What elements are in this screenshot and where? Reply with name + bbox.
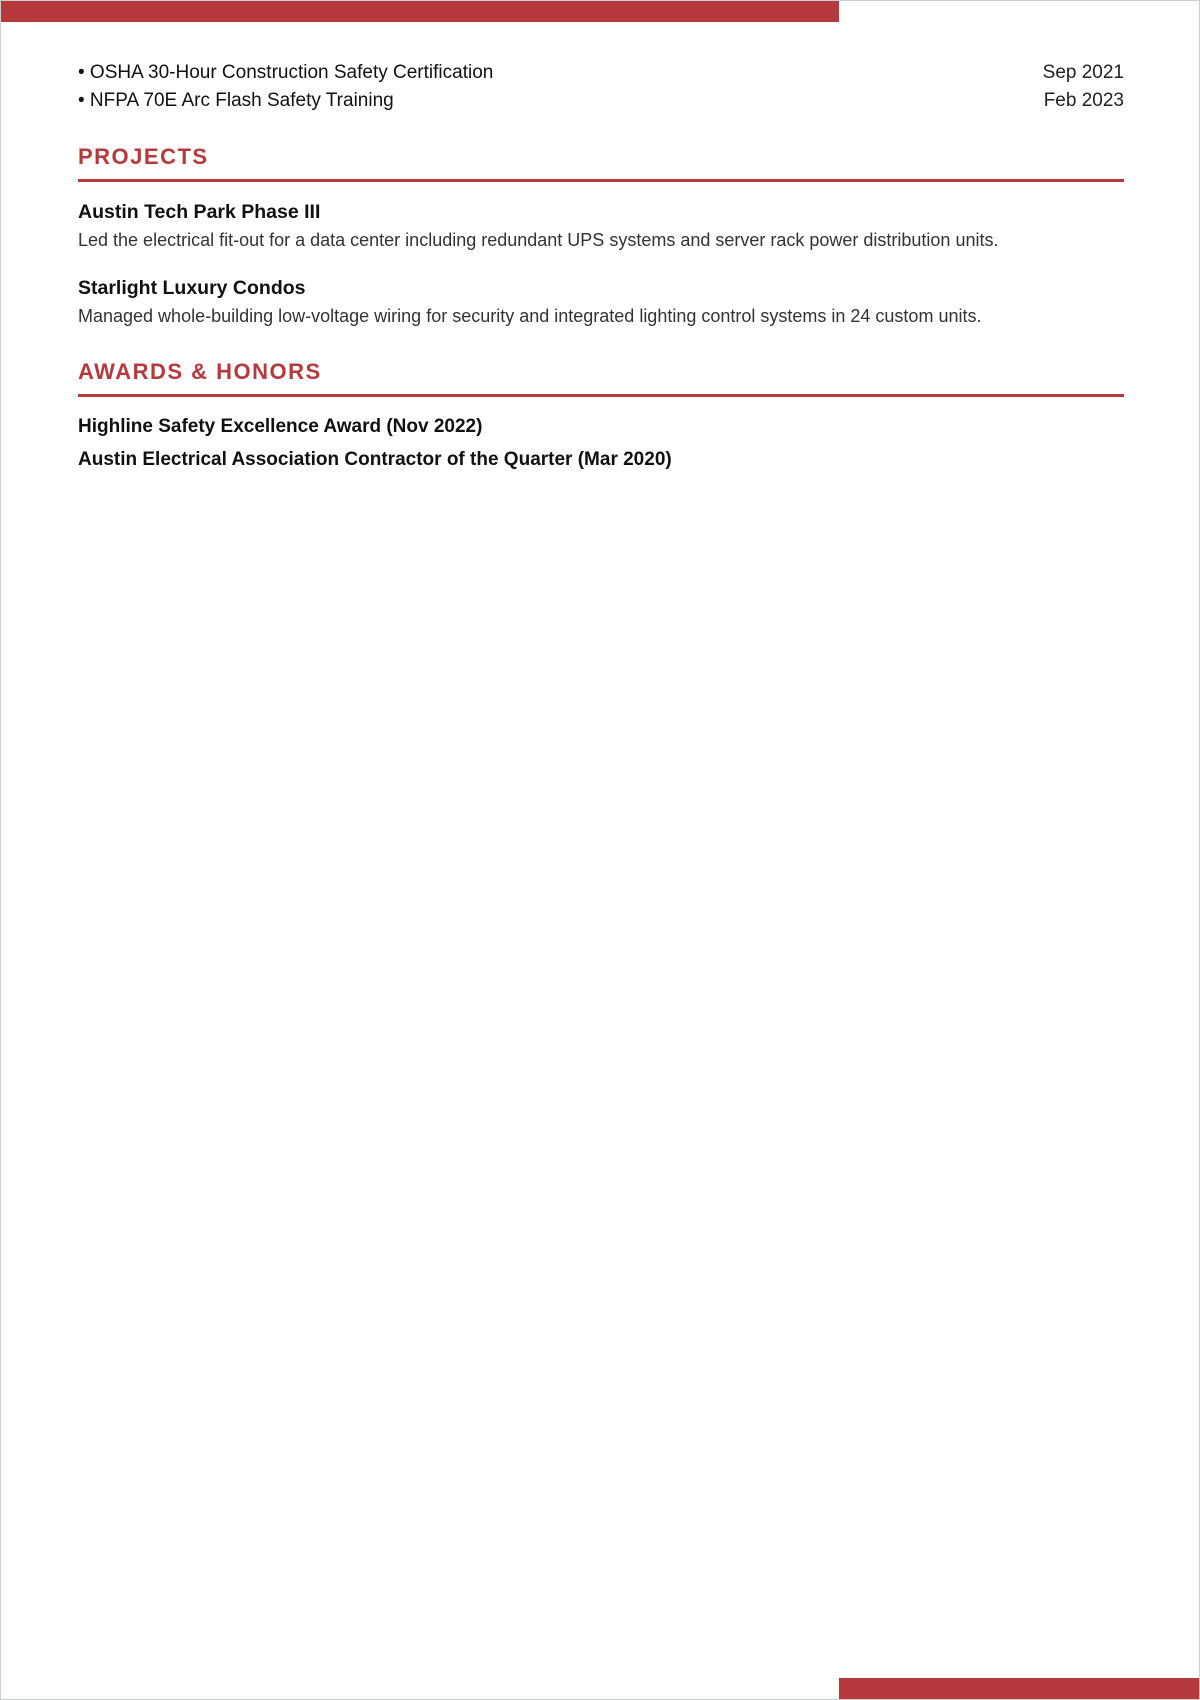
project-item [78, 274, 1124, 330]
project-name: Austin Tech Park Phase III [78, 201, 321, 223]
resume-content [78, 59, 1124, 479]
projects-section [78, 143, 1124, 330]
certification-name: • OSHA 30-Hour Construction Safety Certification [78, 62, 494, 83]
project-name: Starlight Luxury Condos [78, 277, 306, 299]
projects-heading: PROJECTS [78, 143, 1124, 182]
bottom-accent-bar [839, 1678, 1199, 1699]
project-description: Led the electrical fit-out for a data center including redundant UPS systems and server rack power distribution units. [78, 230, 999, 250]
project-item [78, 198, 1124, 254]
awards-section [78, 358, 1124, 474]
certification-item [78, 87, 1124, 115]
certification-date: Sep 2021 [1042, 62, 1124, 83]
certification-name: • NFPA 70E Arc Flash Safety Training [78, 90, 394, 111]
award-item: Austin Electrical Association Contractor of the Quarter (Mar 2020) [78, 449, 672, 470]
award-item: Highline Safety Excellence Award (Nov 2022) [78, 416, 483, 437]
awards-heading: AWARDS & HONORS [78, 358, 1124, 397]
awards-list [78, 413, 1124, 474]
project-description: Managed whole-building low-voltage wiring for security and integrated lighting control systems in 24 custom units. [78, 306, 982, 326]
certifications-list [78, 59, 1124, 115]
certification-item [78, 59, 1124, 87]
top-accent-bar [1, 1, 839, 22]
certification-date: Feb 2023 [1043, 90, 1124, 111]
